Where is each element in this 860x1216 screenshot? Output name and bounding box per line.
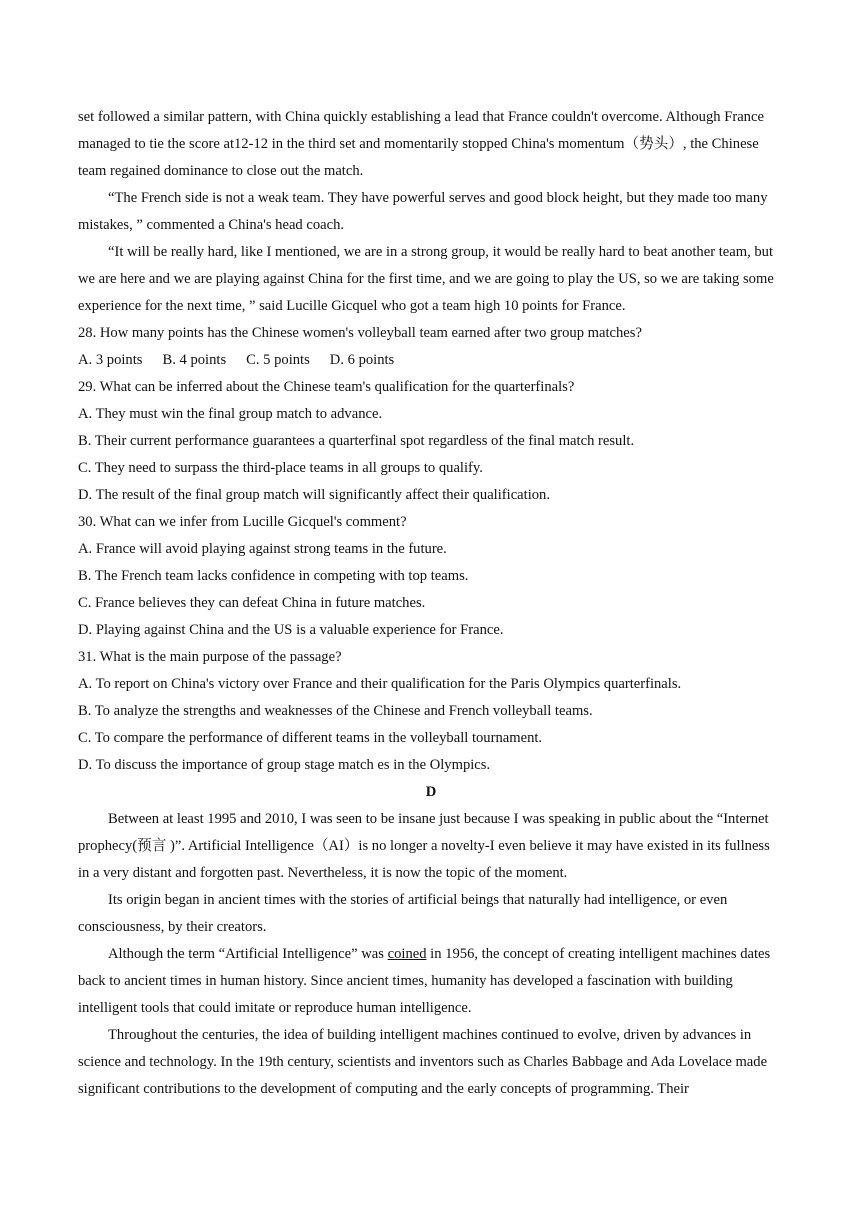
underlined-word-coined: coined (387, 946, 427, 962)
paragraph-3-text-before: Although the term “Artificial Intelligence” was (108, 946, 388, 962)
question-28-option-d: D. 6 points (329, 352, 395, 368)
question-29-option-a: A. They must win the final group match to advance. (78, 406, 383, 422)
passage-d-paragraph-2: Its origin began in ancient times with the stories of artificial beings that naturally had intelligence, or even consciousness, by their creators. (78, 892, 728, 935)
question-30-option-d: D. Playing against China and the US is a valuable experience for France. (78, 622, 504, 638)
question-28-option-b: B. 4 points (162, 352, 227, 368)
question-28-options (78, 347, 784, 374)
question-31-option-b: B. To analyze the strengths and weaknesses of the Chinese and French volleyball teams. (78, 703, 593, 719)
passage-c-paragraph: “The French side is not a weak team. They have powerful serves and good block height, but they made too many mistakes, ” commented a China's head coach. (78, 190, 768, 233)
passage-c-paragraph: “It will be really hard, like I mentioned, we are in a strong group, it would be really hard to beat another team, but we are here and we are playing against China for the first time, and we are going to play the US, so we are taking some experience for the next time, ” said Lucille Gicquel who got a team high 10 points for France. (78, 244, 774, 314)
passage-d-paragraph-3 (78, 941, 784, 1022)
question-30-option-b: B. The French team lacks confidence in competing with top teams. (78, 568, 469, 584)
question-28-option-c: C. 5 points (246, 352, 310, 368)
question-30-option-a: A. France will avoid playing against strong teams in the future. (78, 541, 447, 557)
passage-d-heading: D (425, 784, 437, 800)
question-29-stem: 29. What can be inferred about the Chinese team's qualification for the quarterfinals? (78, 379, 575, 395)
question-31-option-d: D. To discuss the importance of group stage match es in the Olympics. (78, 757, 491, 773)
question-30-stem: 30. What can we infer from Lucille Gicquel's comment? (78, 514, 407, 530)
passage-d-paragraph-4: Throughout the centuries, the idea of building intelligent machines continued to evolve, driven by advances in science and technology. In the 19th century, scientists and inventors such as Charles Babbage and Ada Lovelace made significant contributions to the development of computing and the early concepts of programming. Their (78, 1027, 768, 1097)
passage-d-paragraph-1: Between at least 1995 and 2010, I was seen to be insane just because I was speaking in public about the “Internet prophecy(预言 )”. Artificial Intelligence（AI）is no longer a novelty-I even believe it may have existed in its fullness in a very distant and forgotten past. Nevertheless, it is now the topic of the moment. (78, 811, 770, 881)
passage-c-paragraph: set followed a similar pattern, with China quickly establishing a lead that France couldn't overcome. Although France managed to tie the score at12-12 in the third set and momentarily stopped China's momentum（势头）, the Chinese team regained dominance to close out the match. (78, 109, 764, 179)
paragraph-3-text-after: in 1956, the concept of creating intelligent machines dates back to ancient times in human history. Since ancient times, humanity has developed a fascination with building intelligent tools that could imitate or reproduce human intelligence. (78, 946, 771, 1016)
question-31-option-a: A. To report on China's victory over France and their qualification for the Paris Olympics quarterfinals. (78, 676, 682, 692)
question-29-option-d: D. The result of the final group match will significantly affect their qualification. (78, 487, 550, 503)
question-29-option-c: C. They need to surpass the third-place teams in all groups to qualify. (78, 460, 483, 476)
question-29-option-b: B. Their current performance guarantees a quarterfinal spot regardless of the final match result. (78, 433, 635, 449)
question-30-option-c: C. France believes they can defeat China in future matches. (78, 595, 426, 611)
question-31-option-c: C. To compare the performance of different teams in the volleyball tournament. (78, 730, 543, 746)
question-28-stem: 28. How many points has the Chinese women's volleyball team earned after two group matches? (78, 325, 642, 341)
question-28-option-a: A. 3 points (78, 352, 143, 368)
question-31-stem: 31. What is the main purpose of the passage? (78, 649, 342, 665)
